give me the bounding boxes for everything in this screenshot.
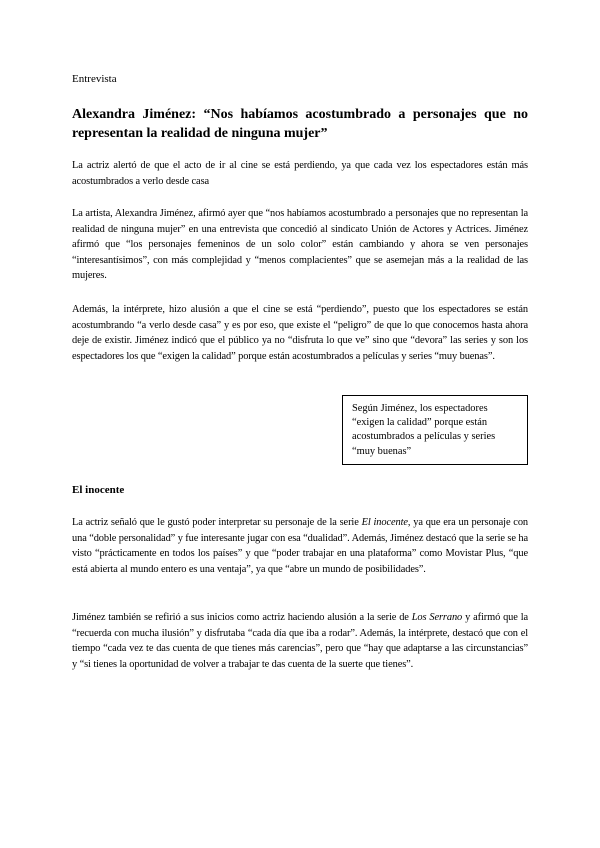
section-label: Entrevista [72,73,117,85]
body-paragraph-4 [72,610,528,672]
series-title-el-inocente: El inocente [361,517,408,528]
body-paragraph-2: Además, la intérprete, hizo alusión a que el cine se está “perdiendo”, puesto que los espectadores se están acostumbrando “a verlo desde casa” y es por eso, que existe el “peligro” de que lo que conocemos hasta ahora deje de existir. Jiménez indicó que el público ya no “disfruta lo que ve” sino que “devora” las series y son los espectadores los que “exigen la calidad” porque están acostumbrados a películas y series “muy buenas”. [72,304,528,362]
series-title-los-serrano: Los Serrano [411,612,463,623]
body-paragraph-3 [72,515,528,577]
paragraph-4-text-end: y afirmó que la “recuerda con mucha ilusión” y disfrutaba “cada día que iba a rodar”. Además, la intérprete, destacó que con el tiempo “cada vez te das cuenta de que tienes más carencias”, pero que “hay que adaptarse a las circunstancias” y “si tienes la oportunidad de volver a trabajar te das cuenta de la suerte que tienes”. [72,612,528,670]
paragraph-3-text-start: La actriz señaló que le gustó poder interpretar su personaje de la serie [72,517,362,528]
body-paragraph-1: La artista, Alexandra Jiménez, afirmó ayer que “nos habíamos acostumbrado a personajes que no representan la realidad de ninguna mujer” en una entrevista que concedió al sindicato Unión de Actores y Actrices. Jiménez afirmó que “los personajes femeninos de un solo color” están cambiando y ahora se ven personajes “interesantísimos”, con más complejidad y “menos complacientes” que se asemejan más a la realidad de las mujeres. [72,208,528,282]
headline: Alexandra Jiménez: “Nos habíamos acostumbrado a personajes que no representan la realidad de ninguna mujer” [72,107,528,141]
lead-paragraph: La actriz alertó de que el acto de ir al cine se está perdiendo, ya que cada vez los espectadores están más acostumbrados a verlo desde casa [72,160,528,187]
paragraph-3-text-end: , ya que era un personaje con una “doble personalidad” y fue interesante jugar con esa “dualidad”. Además, Jiménez destacó que la serie se ha visto “prácticamente en todos los países” y que “poder trabajar en una plataforma” como Movistar Plus, “que está abierta al mundo entero es una ventaja”, ya que “abre un mundo de posibilidades”. [72,517,529,575]
pull-quote-box: Según Jiménez, los espectadores “exigen la calidad” porque están acostumbrados a películas y series “muy buenas” [342,395,528,465]
paragraph-4-text-start: Jiménez también se refirió a sus inicios como actriz haciendo alusión a la serie de [72,612,412,623]
subheading: El inocente [72,484,125,496]
